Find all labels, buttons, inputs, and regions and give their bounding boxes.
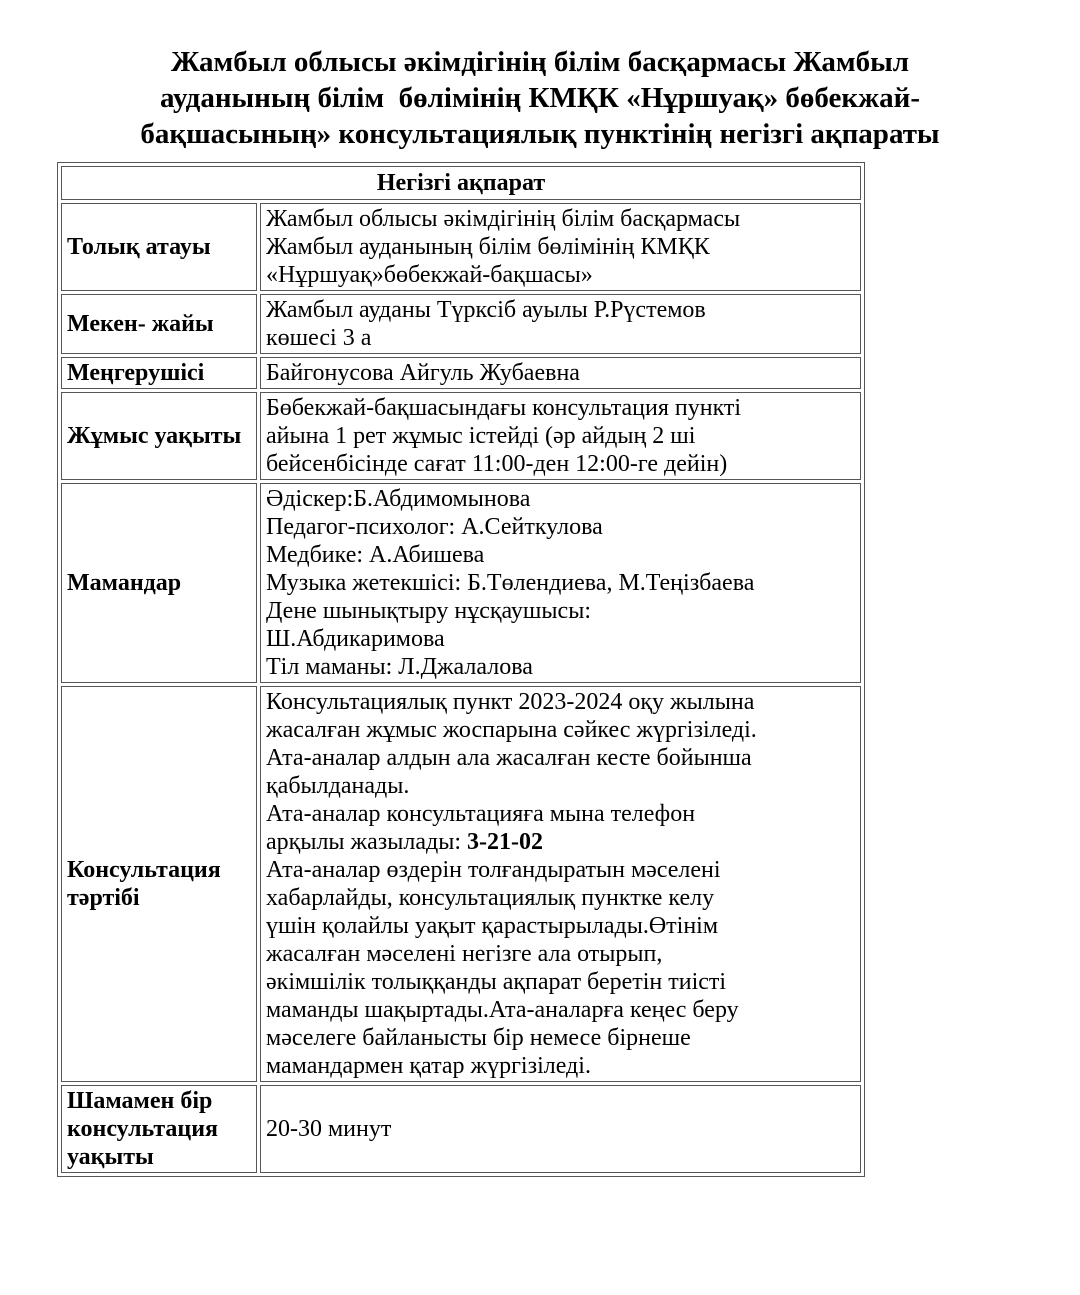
row-label-procedure: Консультация тәртібі [61, 686, 257, 1082]
page-title: Жамбыл облысы әкімдігінің білім басқармасы Жамбыл ауданының білім бөлімінің КМҚК «Нұршуақ» бөбекжай- бақшасының» консультациялық пунктінің негізгі ақпараты [140, 46, 940, 150]
table-row-work-time [61, 392, 861, 480]
info-table [57, 162, 865, 1177]
row-label-work-time: Жұмыс уақыты [61, 392, 257, 480]
row-value-specialists: Әдіскер:Б.Абдимомынова Педагог-психолог: А.Сейткулова Медбике: А.Абишева Музыка жетекшісі: Б.Төлендиева, М.Теңізбаева Дене шынықтыру нұсқаушысы: Ш.Абдикаримова Тіл маманы: Л.Джалалова [260, 483, 861, 683]
procedure-phone-line [266, 828, 855, 856]
row-value-full-name: Жамбыл облысы әкімдігінің білім басқармасы Жамбыл ауданының білім бөлімінің КМҚК «Нұршуақ»бөбекжай-бақшасы» [260, 203, 861, 291]
row-label-duration: Шамамен бір консультация уақыты [61, 1085, 257, 1173]
procedure-text-part2: Ата-аналар өздерін толғандыратын мәселені хабарлайды, консультациялық пунктке келу үшін қолайлы уақыт қарастырылады.Өтінім жасалған мәселені негізге ала отырып, әкімшілік толыққанды ақпарат беретін тиісті маманды шақыртады.Ата-аналарға кеңес беру мәселеге байланысты бір немесе бірнеше мамандармен қатар жүргізіледі. [266, 857, 739, 1079]
table-header-row [61, 166, 861, 200]
row-label-manager: Меңгерушісі [61, 357, 257, 389]
procedure-phone-label: арқылы жазылады: [266, 829, 468, 855]
row-value-address: Жамбыл ауданы Түрксіб ауылы Р.Рүстемов көшесі 3 а [260, 294, 861, 354]
table-row-full-name [61, 203, 861, 291]
table-row-address [61, 294, 861, 354]
row-value-procedure [260, 686, 861, 1082]
table-row-procedure [61, 686, 861, 1082]
row-label-full-name: Толық атауы [61, 203, 257, 291]
row-value-duration: 20-30 минут [260, 1085, 861, 1173]
table-row-specialists [61, 483, 861, 683]
row-value-manager: Байгонусова Айгуль Жубаевна [260, 357, 861, 389]
table-row-duration [61, 1085, 861, 1173]
row-label-address: Мекен- жайы [61, 294, 257, 354]
row-value-work-time: Бөбекжай-бақшасындағы консультация пункті айына 1 рет жұмыс істейді (әр айдың 2 ші бейсенбісінде сағат 11:00-ден 12:00-ге дейін) [260, 392, 861, 480]
phone-number: 3-21-02 [467, 829, 543, 855]
row-label-specialists: Мамандар [61, 483, 257, 683]
table-row-manager [61, 357, 861, 389]
table-header: Негізгі ақпарат [61, 166, 861, 200]
procedure-text-part1: Консультациялық пункт 2023-2024 оқу жылына жасалған жұмыс жоспарына сәйкес жүргізіледі. Ата-аналар алдын ала жасалған кесте бойынша қабылданады. Ата-аналар консультацияға мына телефон [266, 689, 757, 827]
